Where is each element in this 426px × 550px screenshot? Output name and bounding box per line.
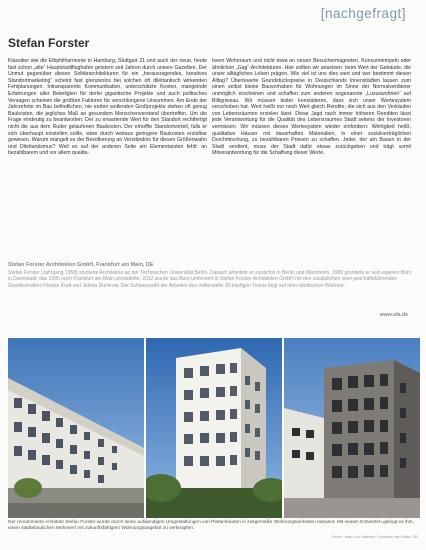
section-tag: [nachgefragt] bbox=[320, 6, 406, 21]
author-bio bbox=[8, 262, 416, 324]
article-column-right bbox=[212, 58, 411, 243]
white-apartment-tower-photo-icon bbox=[146, 338, 282, 518]
bio-heading: Stefan Forster Architekten GmbH, Frankfurt am Main, DE bbox=[8, 262, 154, 268]
brick-apartment-building-photo-icon bbox=[284, 338, 420, 518]
apartment-block-photo-icon bbox=[8, 338, 144, 518]
website-link[interactable]: www.sfa.de bbox=[379, 312, 408, 318]
article-body-right: tivem Wohnraum und nicht etwa an neuen Besuchermagneten, Konsumtempeln oder ähnlichen „Gag“-Architekturen. Hier sollten wir ansetzen: beim Wert der Gebäude, die unser alltägliches Leben prägen. Wie viel ist uns dies wert und wer bestimmt diesen Alltag? Überteuerte Grundstückspreise in Deutschlands Innenstädten lassen zum einen selbst kleine Bauvorhaben für Wohnungen im Sinne der Normalverdiener unmöglich erscheinen und schaffen zum anderen sogenannte „Luxuswohnen“ auf Billigniveau. Wir müssen leider konstatieren, dass sich unser Wertesystem verschoben hat. Wert heißt nur noch Wert gleich Rendite, die sich aus den Verkäufen von Lebensräumen erzielen lässt. Diese Jagd nach immer höheren Renditen lässt jede Verantwortung für die Qualität des Lebensraumes Stadt seitens der Investoren vermissen. Wir müssen dieses Wertesystem wieder einfordern: Wertigkeit heißt, qualitative Häuser mit dauerhaften Materialien, in einer sozialverträglichen Durchmischung, zu bezahlbaren Preisen zu schaffen. Jeder, der am Bauen in der Stadt verdient, muss der Stadt dafür etwas zurückgeben und trägt somit Mitverantwortung für die Schaffung dieser Werte. bbox=[212, 58, 411, 157]
article-column-left bbox=[8, 58, 207, 243]
photo-credit: Fotos: Jean-Luc Valentin, Frankfurt am Main, DE bbox=[331, 534, 418, 539]
photo-strip bbox=[8, 338, 420, 518]
article-body-left: Klassiker wie die Elbphilharmonie in Hamburg, Stuttgart 21 und auch der neue, heute fast schon „alte“ Hauptstadtflughafen geistern seit Jahren durch unsere Gazetten. Der Unmut gegenüber diesen Solitärarchitekturen für ein „herausragendes, kreatives Standortmarketing“ scheint fast grenzenlos bei solchen oft dilettantisch wirkenden Fehlplanungen. Intransparente Kommunikation, unterschätzte Kosten, mangelnde Erfahrungen aller Beteiligten für derlei gigantische Projekte und auch politisches Versagen scheinen die größten Faktoren für verschlungene Unsummen. Am Ende der Jahrzehnte im Bau befindlichen, nie enden wollenden Großprojekte stehen oft genug Baukosten, die jegliches Maß an gesundem Menschenverstand übertreffen. Um die Frage eindeutig zu beantworten: Der zu erwartende Wert für den Standort rechtfertigt nicht die aus dem Ruder gelaufenen Baukosten. Der erhoffte Standortvorteil, falls er sich überhaupt einstellen sollte, wäre durch weitaus geringere Baukosten erzielbar gewesen. Warum mangelt es der Bevölkerung an Verständnis für diesen Größenwahn und Dilettantismus? Weil es auf der anderen Seite am Elementarsten fehlt: an bezahlbarem und vor allem qualita- bbox=[8, 58, 207, 157]
article-title: Stefan Forster bbox=[8, 36, 90, 50]
photo-caption: Der renommierte Architekt Stefan Forster wurde durch seine aufwendigen Umgestaltungen von Plattenbauten in zeitgemäße Wohnungseinheiten bekannt. Mit seinen Entwürfen gelingt es ihm, einen städtebaulichen Mehrwert mit zukunftsfähigem Wohnungsangebot zu verknüpfen. bbox=[8, 520, 415, 531]
bio-text: Stefan Forster (Jahrgang 1958) studierte Architektur an der Technischen Universität Berlin. Danach arbeitete er zunächst in Berlin und Mannheim. 1989 gründete er sein eigenes Büro in Darmstadt; das 1995 nach Frankfurt am Main umsiedelte. 2012 wurde das Büro umfirmiert in Stefan Forster Architekten GmbH mit den zusätzlichen zwei geschäftsführenden Gesellschaftern Florian Kraft und Jelena Duchrow. Der Schwerpunkt der Arbeiten des mittlerweile 30-köpfigen Teams liegt auf dem städtischen Wohnen. bbox=[8, 270, 412, 289]
